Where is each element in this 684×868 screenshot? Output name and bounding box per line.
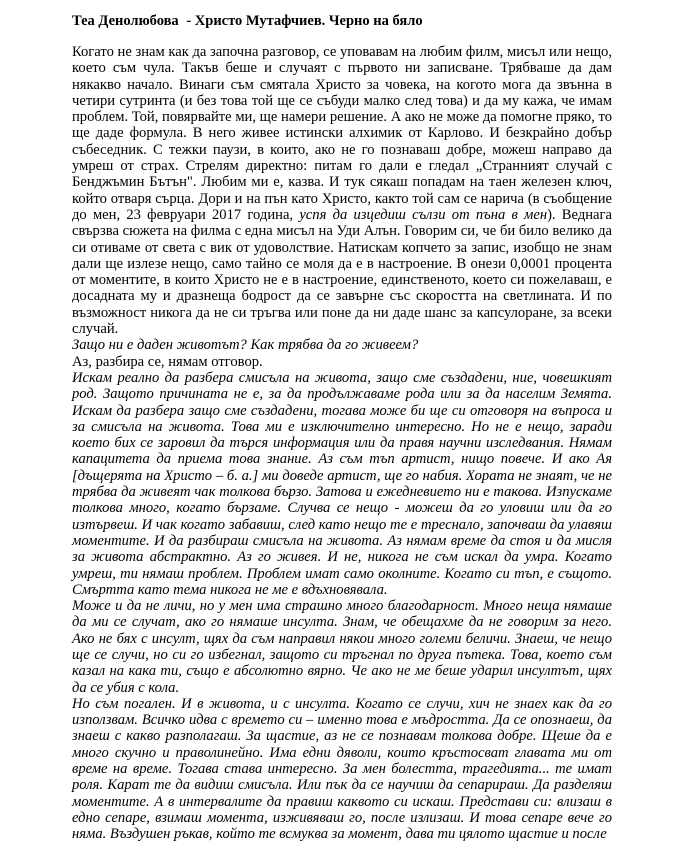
author-name: Теа Денолюбова [72, 13, 179, 29]
intro-text-part1: Когато не знам как да започна разговор, се уповавам на любим филм, мисъл или нещо, което съм чула. Такъв беше и случаят с първото ни записване. Трябваше да дам някакво начало. Винаги съм смятала Христо за човека, на когото мога да звънна в четири сутринта (и без това той ще се събуди малко след това) и да му кажа, че имам проблем. Той, повярвайте ми, ще намери решение. А ако не може да помогне пряко, то ще даде формула. В него живее истински алхимик от Карлово. И безкрайно добър събеседник. С тежки паузи, в които, ако не го познаваш добре, можеш направо да умреш от страх. Стрелям директно: питам го дали е гледал „Странният случай с Бенджъмин Бътън". Любим ми е, казва. И тук сякаш попадам на таен железен ключ, който отваря сърца. Дори и на пън като Христо, както той сам се нарича (в съобщение до мен, 23 февруари 2017 година, [72, 44, 612, 223]
article-title: Христо Мутафчиев. Черно на бяло [194, 13, 423, 29]
interview-answer-intro: Аз, разбира се, нямам отговор. [72, 353, 263, 370]
document-title: Теа Денолюбова - Христо Мутафчиев. Черно на бяло [72, 13, 423, 29]
quote-paragraph-1: Искам реално да разбера смисъла на живота, защо сме създадени, ние, човешкият род. Защото причината не е, за да продължаваме рода или за да населим Земята. Искам да разбера защо сме създадени, тогава може би ще си отговоря на въпроса и за смисъла на живота. Това ми е изключително интересно. Но не е нещо, заради което бих се заровил да търся информация или да правя научни изследвания. Нямам капацитета да приема това знание. Аз съм тъп артист, нищо повече. И ако Ая [дъщерята на Христо – б. а.] ми доведе артист, ще го набия. Хората не знаят, че не трябва да живеят чак толкова бързо. Затова и ежедневието ни е такова. Изпускаме толкова много, когато бързаме. Случва се нещо - можеш да го уловиш или да го изтървеш. И чак когато забавиш, след като нещо те е треснало, започваш да улавяш моментите. И да разбираш смисъла на живота. Аз нямам време да стоя и да мисля за живота абстрактно. Аз го живея. И не, никога не съм искал да умра. Когато умреш, ти нямаш проблем. Проблем имат само околните. Когато си тъп, е същото. Смъртта като тема никога не ме е вдъхновявала. [72, 369, 612, 598]
intro-text-part2: ). Веднага свързва сюжета на филма с една мисъл на Уди Алън. Говорим си, че би било велико да си отиваме от света с вик от удоволствие. Натискам копчето за запис, изобщо не знам дали ще излезе нещо, само тайно се моля да е в настроение. В онези 0,0001 процента от моментите, в които Христо не е в настроение, единственото, което си пожелаваш, е досадната му и дразнеща бодрост да се завърне със скоростта на светлината. И по възможност никога да не си тръгва или поне да ни даде шанс за капсулоране, за всеки случай. [72, 206, 612, 338]
quote-paragraph-3: Но съм погален. И в живота, и с инсулта. Когато се случи, хич не знаех как да го използвам. Всичко идва с времето си – именно това е мъдростта. Да се опознаеш, да знаеш с какво разполагаш. За щастие, аз не се познавам толкова добре. Щеше да е много скучно и праволинейно. Има едни дяволи, които кръстосват главата ми от време на време. Тогава става интересно. За мен болестта, трагедията... те имат роля. Карат те да видиш смисъла. Или пък да се научиш да сепарираш. Да разделяш моментите. А в интервалите да правиш каквото си искаш. Представи си: влизаш в едно сепаре, взимаш момента, изживяваш го, после излизаш. И това сепаре вече го няма. Въздушен ръкав, който те всмуква за момент, дава ти цялото щастие и после [72, 695, 612, 843]
intro-paragraph [72, 44, 612, 337]
interview-question: Защо ни е даден животът? Как трябва да го живеем? [72, 337, 419, 354]
quote-paragraph-2: Може и да не личи, но у мен има страшно много благодарност. Много неща нямаше да ми се случат, ако го нямаше инсулта. Знам, че обещахме да не говорим за него. Ако не бях с инсулт, щях да съм направил някои много големи беличи. Знаеш, че нещо ще се случи, но си го избегнал, защото си тръгнал по друга пътека. Това, което съм казал на кака ти, също е абсолютно вярно. Че ако не ме беше ударил инсултът, щях да се убия с кола. [72, 598, 612, 696]
intro-text-italic: успя да изцедиш сълзи от пъна в мен [299, 206, 548, 223]
document-page [72, 12, 612, 843]
